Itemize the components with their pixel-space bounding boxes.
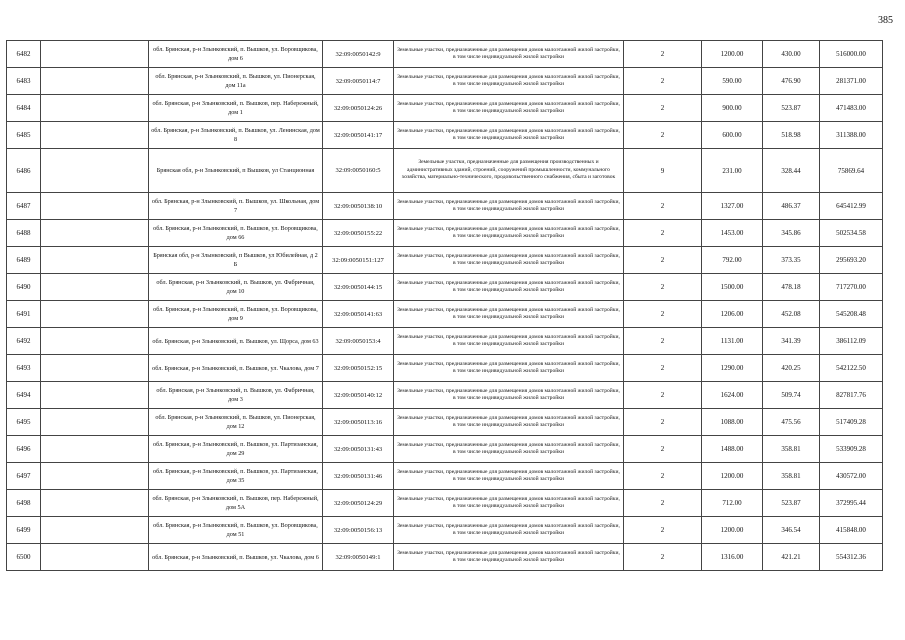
use-group-cell: 2 (624, 301, 702, 328)
use-group-cell: 2 (624, 409, 702, 436)
row-number: 6494 (7, 382, 41, 409)
address-cell: обл. Брянская, р-н Злынковский, п. Вышков, ул. Воровщикова, дом 6 (149, 41, 323, 68)
row-number: 6490 (7, 274, 41, 301)
row-number: 6489 (7, 247, 41, 274)
row-number: 6484 (7, 95, 41, 122)
specific-value-cell: 421.21 (763, 544, 820, 571)
row-number: 6491 (7, 301, 41, 328)
area-cell: 1624.00 (702, 382, 763, 409)
empty-cell (41, 193, 149, 220)
use-group-cell: 2 (624, 490, 702, 517)
land-use-cell: Земельные участки, предназначенные для размещения домов малоэтажной жилой застройки, в том числе индивидуальной жилой застройки (394, 274, 624, 301)
cadastral-number-cell: 32:09:0050153:4 (323, 328, 394, 355)
cadastral-number-cell: 32:09:0050141:17 (323, 122, 394, 149)
empty-cell (41, 544, 149, 571)
empty-cell (41, 409, 149, 436)
address-cell: обл. Брянская, р-н Злынковский, п. Вышков, ул. Воровщикова, дом 51 (149, 517, 323, 544)
cadastral-value-cell: 281371.00 (820, 68, 883, 95)
empty-cell (41, 436, 149, 463)
cadastral-number-cell: 32:09:0050124:26 (323, 95, 394, 122)
cadastral-number-cell: 32:09:0050140:12 (323, 382, 394, 409)
address-cell: обл. Брянская, р-н Злынковский, п. Вышков, ул. Фабричная, дом 10 (149, 274, 323, 301)
area-cell: 600.00 (702, 122, 763, 149)
table-body (7, 41, 883, 571)
cadastral-number-cell: 32:09:0050149:1 (323, 544, 394, 571)
cadastral-value-cell: 717270.00 (820, 274, 883, 301)
table-row (7, 274, 883, 301)
address-cell: обл. Брянская, р-н Злынковский, п. Вышков, пер. Набережный, дом 5А (149, 490, 323, 517)
empty-cell (41, 490, 149, 517)
row-number: 6495 (7, 409, 41, 436)
empty-cell (41, 122, 149, 149)
area-cell: 1200.00 (702, 463, 763, 490)
cadastral-number-cell: 32:09:0050151:127 (323, 247, 394, 274)
cadastral-value-cell: 554312.36 (820, 544, 883, 571)
empty-cell (41, 517, 149, 544)
cadastral-value-cell: 517409.28 (820, 409, 883, 436)
land-use-cell: Земельные участки, предназначенные для размещения домов малоэтажной жилой застройки, в том числе индивидуальной жилой застройки (394, 220, 624, 247)
address-cell: обл. Брянская, р-н Злынковский, п. Вышков, ул. Воровщикова, дом 9 (149, 301, 323, 328)
cadastral-value-cell: 545208.48 (820, 301, 883, 328)
table-row (7, 122, 883, 149)
use-group-cell: 2 (624, 463, 702, 490)
specific-value-cell: 478.18 (763, 274, 820, 301)
area-cell: 1488.00 (702, 436, 763, 463)
use-group-cell: 9 (624, 149, 702, 193)
area-cell: 1200.00 (702, 41, 763, 68)
row-number: 6492 (7, 328, 41, 355)
address-cell: обл. Брянская, р-н Злынковский, п. Вышков, ул. Партизанская, дом 29 (149, 436, 323, 463)
land-use-cell: Земельные участки, предназначенные для размещения домов малоэтажной жилой застройки, в том числе индивидуальной жилой застройки (394, 463, 624, 490)
use-group-cell: 2 (624, 382, 702, 409)
empty-cell (41, 149, 149, 193)
row-number: 6487 (7, 193, 41, 220)
land-use-cell: Земельные участки, предназначенные для размещения домов малоэтажной жилой застройки, в том числе индивидуальной жилой застройки (394, 247, 624, 274)
area-cell: 1453.00 (702, 220, 763, 247)
specific-value-cell: 518.98 (763, 122, 820, 149)
cadastral-value-cell: 372995.44 (820, 490, 883, 517)
cadastral-number-cell: 32:09:0050113:16 (323, 409, 394, 436)
land-use-cell: Земельные участки, предназначенные для размещения домов малоэтажной жилой застройки, в том числе индивидуальной жилой застройки (394, 95, 624, 122)
cadastral-value-cell: 415848.00 (820, 517, 883, 544)
area-cell: 590.00 (702, 68, 763, 95)
address-cell: обл. Брянская, р-н Злынковский, п. Вышков, ул. Школьная, дом 7 (149, 193, 323, 220)
cadastral-value-cell: 471483.00 (820, 95, 883, 122)
use-group-cell: 2 (624, 68, 702, 95)
empty-cell (41, 247, 149, 274)
land-use-cell: Земельные участки, предназначенные для размещения домов малоэтажной жилой застройки, в том числе индивидуальной жилой застройки (394, 68, 624, 95)
specific-value-cell: 509.74 (763, 382, 820, 409)
address-cell: обл. Брянская, р-н Злынковский, п. Вышков, ул. Пионерская, дом 12 (149, 409, 323, 436)
land-use-cell: Земельные участки, предназначенные для размещения домов малоэтажной жилой застройки, в том числе индивидуальной жилой застройки (394, 193, 624, 220)
area-cell: 231.00 (702, 149, 763, 193)
empty-cell (41, 301, 149, 328)
row-number: 6497 (7, 463, 41, 490)
use-group-cell: 2 (624, 517, 702, 544)
table-row (7, 68, 883, 95)
empty-cell (41, 220, 149, 247)
land-use-cell: Земельные участки, предназначенные для размещения домов малоэтажной жилой застройки, в том числе индивидуальной жилой застройки (394, 301, 624, 328)
empty-cell (41, 274, 149, 301)
row-number: 6488 (7, 220, 41, 247)
area-cell: 1500.00 (702, 274, 763, 301)
area-cell: 1316.00 (702, 544, 763, 571)
address-cell: Брянская обл, р-н Злынковский, п Вышков, ул Юбилейная, д 2 Б (149, 247, 323, 274)
specific-value-cell: 476.90 (763, 68, 820, 95)
specific-value-cell: 523.87 (763, 95, 820, 122)
table-row (7, 95, 883, 122)
empty-cell (41, 463, 149, 490)
area-cell: 1290.00 (702, 355, 763, 382)
cadastral-value-cell: 533909.28 (820, 436, 883, 463)
area-cell: 1088.00 (702, 409, 763, 436)
cadastral-number-cell: 32:09:0050144:15 (323, 274, 394, 301)
use-group-cell: 2 (624, 193, 702, 220)
land-use-cell: Земельные участки, предназначенные для размещения домов малоэтажной жилой застройки, в том числе индивидуальной жилой застройки (394, 41, 624, 68)
specific-value-cell: 358.81 (763, 436, 820, 463)
table-row (7, 544, 883, 571)
table-row (7, 41, 883, 68)
land-use-cell: Земельные участки, предназначенные для размещения домов малоэтажной жилой застройки, в том числе индивидуальной жилой застройки (394, 328, 624, 355)
empty-cell (41, 382, 149, 409)
address-cell: обл. Брянская, р-н Злынковский, п. Вышков, ул. Пионерская, дом 11а (149, 68, 323, 95)
row-number: 6485 (7, 122, 41, 149)
specific-value-cell: 452.08 (763, 301, 820, 328)
use-group-cell: 2 (624, 122, 702, 149)
land-use-cell: Земельные участки, предназначенные для размещения домов малоэтажной жилой застройки, в том числе индивидуальной жилой застройки (394, 544, 624, 571)
empty-cell (41, 41, 149, 68)
cadastral-value-cell: 827817.76 (820, 382, 883, 409)
cadastral-number-cell: 32:09:0050114:7 (323, 68, 394, 95)
cadastral-value-cell: 295693.20 (820, 247, 883, 274)
area-cell: 1200.00 (702, 517, 763, 544)
page-number: 385 (878, 15, 893, 26)
row-number: 6500 (7, 544, 41, 571)
table-row (7, 490, 883, 517)
specific-value-cell: 358.81 (763, 463, 820, 490)
address-cell: обл. Брянская, р-н Злынковский, п. Вышков, ул. Щорса, дом 63 (149, 328, 323, 355)
specific-value-cell: 346.54 (763, 517, 820, 544)
cadastral-number-cell: 32:09:0050160:5 (323, 149, 394, 193)
cadastral-value-cell: 502534.58 (820, 220, 883, 247)
cadastral-number-cell: 32:09:0050142:9 (323, 41, 394, 68)
land-registry-table (6, 40, 883, 571)
area-cell: 1131.00 (702, 328, 763, 355)
area-cell: 900.00 (702, 95, 763, 122)
cadastral-value-cell: 542122.50 (820, 355, 883, 382)
specific-value-cell: 430.00 (763, 41, 820, 68)
use-group-cell: 2 (624, 544, 702, 571)
cadastral-value-cell: 430572.00 (820, 463, 883, 490)
specific-value-cell: 486.37 (763, 193, 820, 220)
specific-value-cell: 475.56 (763, 409, 820, 436)
table-row (7, 463, 883, 490)
row-number: 6482 (7, 41, 41, 68)
area-cell: 1327.00 (702, 193, 763, 220)
address-cell: обл. Брянская, р-н Злынковский, п. Вышков, ул. Ленинская, дом 8 (149, 122, 323, 149)
table-row (7, 517, 883, 544)
land-use-cell: Земельные участки, предназначенные для размещения домов малоэтажной жилой застройки, в том числе индивидуальной жилой застройки (394, 355, 624, 382)
specific-value-cell: 328.44 (763, 149, 820, 193)
use-group-cell: 2 (624, 355, 702, 382)
cadastral-value-cell: 386112.09 (820, 328, 883, 355)
land-use-cell: Земельные участки, предназначенные для размещения домов малоэтажной жилой застройки, в том числе индивидуальной жилой застройки (394, 517, 624, 544)
row-number: 6498 (7, 490, 41, 517)
row-number: 6483 (7, 68, 41, 95)
empty-cell (41, 355, 149, 382)
address-cell: обл. Брянская, р-н Злынковский, п. Вышков, ул. Воровщикова, дом 66 (149, 220, 323, 247)
specific-value-cell: 345.86 (763, 220, 820, 247)
use-group-cell: 2 (624, 328, 702, 355)
specific-value-cell: 373.35 (763, 247, 820, 274)
table-row (7, 149, 883, 193)
table-row (7, 247, 883, 274)
cadastral-number-cell: 32:09:0050155:22 (323, 220, 394, 247)
empty-cell (41, 68, 149, 95)
address-cell: обл. Брянская, р-н Злынковский, п. Вышков, ул. Чкалова, дом 6 (149, 544, 323, 571)
table-row (7, 382, 883, 409)
land-use-cell: Земельные участки, предназначенные для размещения домов малоэтажной жилой застройки, в том числе индивидуальной жилой застройки (394, 436, 624, 463)
land-use-cell: Земельные участки, предназначенные для размещения домов малоэтажной жилой застройки, в том числе индивидуальной жилой застройки (394, 409, 624, 436)
row-number: 6496 (7, 436, 41, 463)
table-row (7, 436, 883, 463)
cadastral-number-cell: 32:09:0050124:29 (323, 490, 394, 517)
use-group-cell: 2 (624, 274, 702, 301)
land-use-cell: Земельные участки, предназначенные для размещения домов малоэтажной жилой застройки, в том числе индивидуальной жилой застройки (394, 490, 624, 517)
table-row (7, 220, 883, 247)
specific-value-cell: 420.25 (763, 355, 820, 382)
cadastral-number-cell: 32:09:0050152:15 (323, 355, 394, 382)
table-row (7, 355, 883, 382)
land-use-cell: Земельные участки, предназначенные для размещения производственных и административных зданий, строений, сооружений промышленности, коммунального хозяйства, материально-технического, продовольственного снабжения, сбыта и заготовок (394, 149, 624, 193)
table-row (7, 193, 883, 220)
address-cell: обл. Брянская, р-н Злынковский, п. Вышков, ул. Партизанская, дом 35 (149, 463, 323, 490)
table-row (7, 328, 883, 355)
use-group-cell: 2 (624, 95, 702, 122)
land-use-cell: Земельные участки, предназначенные для размещения домов малоэтажной жилой застройки, в том числе индивидуальной жилой застройки (394, 382, 624, 409)
table-row (7, 409, 883, 436)
cadastral-number-cell: 32:09:0050131:46 (323, 463, 394, 490)
cadastral-number-cell: 32:09:0050156:13 (323, 517, 394, 544)
cadastral-value-cell: 645412.99 (820, 193, 883, 220)
cadastral-value-cell: 516000.00 (820, 41, 883, 68)
address-cell: обл. Брянская, р-н Злынковский, п. Вышков, ул. Чкалова, дом 7 (149, 355, 323, 382)
empty-cell (41, 95, 149, 122)
row-number: 6486 (7, 149, 41, 193)
empty-cell (41, 328, 149, 355)
area-cell: 712.00 (702, 490, 763, 517)
cadastral-number-cell: 32:09:0050141:63 (323, 301, 394, 328)
address-cell: Брянская обл, р-н Злынковский, п Вышков, ул Станционная (149, 149, 323, 193)
row-number: 6493 (7, 355, 41, 382)
address-cell: обл. Брянская, р-н Злынковский, п. Вышков, ул. Фабричная, дом 3 (149, 382, 323, 409)
use-group-cell: 2 (624, 436, 702, 463)
land-use-cell: Земельные участки, предназначенные для размещения домов малоэтажной жилой застройки, в том числе индивидуальной жилой застройки (394, 122, 624, 149)
use-group-cell: 2 (624, 247, 702, 274)
use-group-cell: 2 (624, 220, 702, 247)
specific-value-cell: 523.87 (763, 490, 820, 517)
address-cell: обл. Брянская, р-н Злынковский, п. Вышков, пер. Набережный, дом 1 (149, 95, 323, 122)
area-cell: 1206.00 (702, 301, 763, 328)
row-number: 6499 (7, 517, 41, 544)
cadastral-value-cell: 75869.64 (820, 149, 883, 193)
cadastral-number-cell: 32:09:0050131:43 (323, 436, 394, 463)
cadastral-value-cell: 311388.00 (820, 122, 883, 149)
area-cell: 792.00 (702, 247, 763, 274)
specific-value-cell: 341.39 (763, 328, 820, 355)
table-row (7, 301, 883, 328)
use-group-cell: 2 (624, 41, 702, 68)
cadastral-number-cell: 32:09:0050138:10 (323, 193, 394, 220)
